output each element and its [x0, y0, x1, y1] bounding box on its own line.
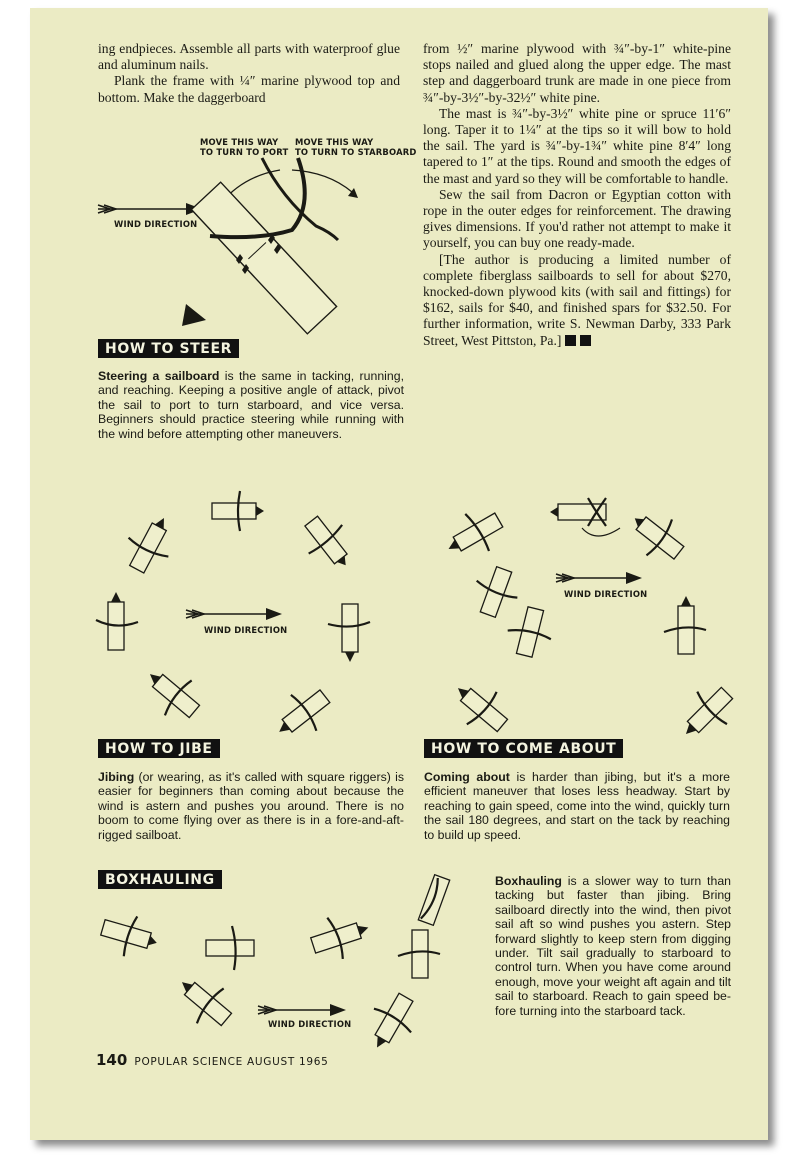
boxhaul-wind-arrowhead [330, 1004, 346, 1016]
page-footer [96, 1050, 329, 1069]
author-note: [The author is producing a limited number of complete fiberglass sailboards to sell for about $270, knocked-down plywood kits (with sail and fittings) for $162, sails for $40, and finished spars for $32.50. For further information, write S. Newman Darby, 333 Park Street, West Pittston, Pa.] [423, 251, 731, 348]
boxhaul-caption-body: is a slower way to turn than tacking but faster than jibing. Bring sailboard directly into the wind, then pivot sail aft so wind pushes you astern. Step forward slightly to keep stern from digging under. Tilt sail gradually to starboard to control turn. When you have come around enough, move your weight aft again and tilt sail to starboard. Reach to gain speed before turning into the starboard tack. [495, 874, 731, 1018]
jibe-heading: HOW TO JIBE [98, 739, 220, 758]
steer-caption-body: is the same in tacking, running, and reaching. Keeping a positive angle of attack, pivot the sail to port to turn starboard, and vice versa. Beginners should practice steering while running with the wind before attempting other maneuvers. [98, 369, 404, 441]
boxhaul-board-6 [358, 986, 425, 1058]
boxhaul-board-5-hull [412, 930, 428, 978]
port-label-line-2: TO TURN TO PORT [200, 147, 289, 157]
port-label-line-1: MOVE THIS WAY [200, 137, 279, 147]
boxhaul-board-7 [168, 965, 241, 1036]
jibe-caption-lead: Jibing [98, 770, 135, 784]
boxhaul-caption-lead: Boxhauling [495, 874, 562, 888]
jibe-caption-body: (or wearing, as it's called with square riggers) is easier for beginners than coming about because the wind is astern and pushes you around. There is no boom to come flying over as there is in a fore-and-aft-rigged sailboat. [98, 770, 404, 842]
boxhaul-board-3-hull [311, 923, 362, 953]
steer-wind-label: WIND DIRECTION [114, 219, 198, 229]
col2-paragraph-3: Sew the sail from Dacron or Egyptian cotton with rope in the outer edges for reinforcement. The drawing gives dimensions. If you'd rather not attempt to make it yourself, you can buy one ready-made. [423, 186, 731, 251]
comeabout-heading: HOW TO COME ABOUT [424, 739, 623, 758]
steer-caption-lead: Steering a sailboard [98, 369, 220, 383]
boxhaul-board-2-hull [206, 940, 254, 956]
boxhaul-heading: BOXHAULING [98, 870, 222, 889]
comeabout-caption-body: is harder than jibing, but it's a more efficient maneuver that loses less headway. Start by reaching to gain speed, come into the wind, quickly turn the sail 180 degrees, and start on the tack by reaching to build up speed. [424, 770, 730, 842]
boxhaul-board-4 [418, 875, 449, 926]
boxhaul-board-1 [97, 908, 162, 964]
starboard-label-line-2: TO TURN TO STARBOARD [295, 147, 417, 157]
col2-paragraph-1: from ½″ marine plywood with ¾″-by-1″ white-pine stops nailed and glued along the upper edge. The mast step and daggerboard trunk are made in one piece from ¾″-by-3½″-by-32½″ white pine. [423, 41, 731, 105]
boxhaul-wind-label: WIND DIRECTION [268, 1019, 352, 1029]
page-number: 140 [96, 1051, 128, 1069]
publication-line: POPULAR SCIENCE AUGUST 1965 [134, 1056, 329, 1068]
comeabout-wind-label: WIND DIRECTION [564, 589, 648, 599]
boxhaul-board-3 [306, 907, 375, 967]
col1-paragraph-1: ing endpieces. Assemble all parts with waterproof glue and aluminum nails. [98, 41, 400, 73]
magazine-page [30, 8, 768, 1140]
steer-heading: HOW TO STEER [98, 339, 239, 358]
comeabout-caption-lead: Coming about [424, 770, 510, 784]
col1-paragraph-2: Plank the frame with ¼″ marine plywood top and bottom. Make the daggerboard [98, 73, 400, 105]
boxhaul-board-2 [206, 926, 254, 970]
col2-paragraph-2: The mast is ¾″-by-3½″ white pine or spruce 11′6″ long. Taper it to 1¼″ at the tips so it will bow to hold the sail. The yard is ¾″-by-1¾″ white pine 8′4″ long tapered to 1″ at the tips. Round and smooth the edges of the mast and yard so they will be comfortable to handle. [423, 105, 731, 186]
boxhaul-board-5 [398, 930, 440, 978]
jibe-wind-label: WIND DIRECTION [204, 625, 288, 635]
boxhaul-caption [495, 874, 731, 1018]
starboard-label-line-1: MOVE THIS WAY [295, 137, 374, 147]
